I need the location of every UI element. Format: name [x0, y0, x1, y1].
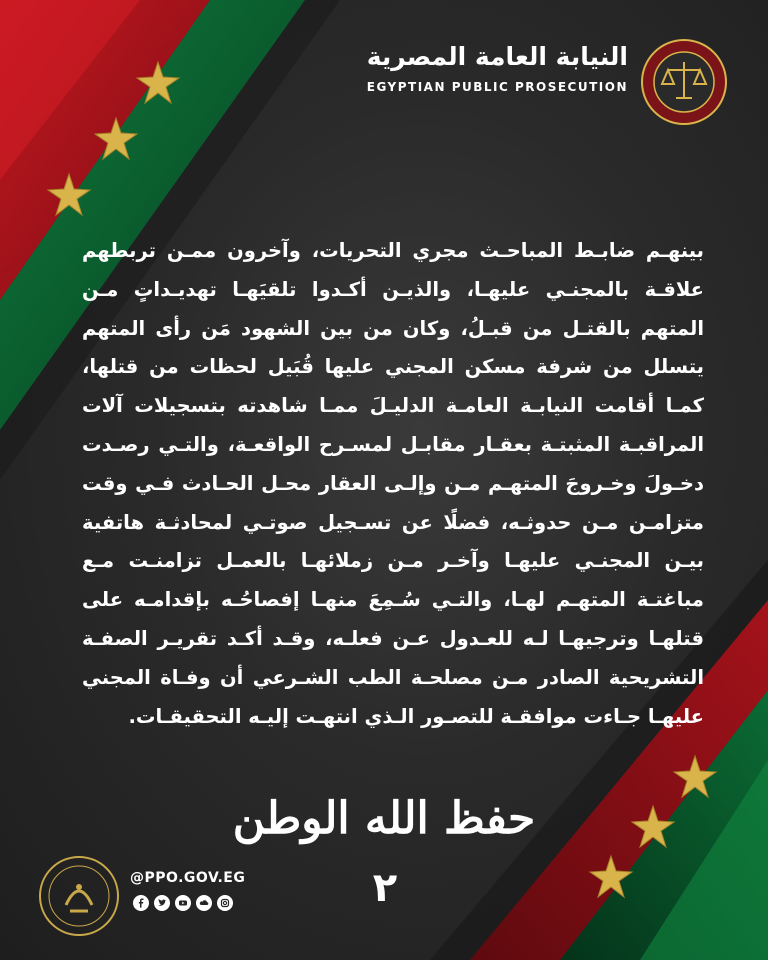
body-line: دخـولَ وخـروجَ المتهـم مـن وإلـى العقار محـل الحـادث فـي وقت — [82, 471, 704, 495]
header-title-ar: النيابة العامة المصرية — [366, 42, 628, 71]
youtube-icon[interactable] — [175, 895, 191, 911]
body-line: علاقـة بالمجنـي عليهـا، والذيـن أكـدوا تلقيَهـا تهديـداتٍ مـن — [82, 277, 704, 301]
social-icons — [133, 895, 233, 911]
header — [328, 40, 628, 94]
body-line: عليهـا جـاءت موافقـة للتصـور الـذي انتهـت إليـه التحقيقـات. — [128, 704, 704, 728]
media-office-logo — [38, 855, 120, 937]
body-line: مباغتـة المتهـم لهـا، والتـي سُـمِعَ منهـا إفصاحُـه بإقدامـه على — [82, 588, 704, 612]
statement-body — [82, 232, 704, 736]
twitter-icon[interactable] — [154, 895, 170, 911]
facebook-icon[interactable] — [133, 895, 149, 911]
body-line: كمـا أقامت النيابـة العامـة الدليـلَ ممـا شاهدته بتسجيلات آلات — [82, 394, 704, 418]
prosecution-seal-logo — [640, 38, 728, 126]
body-line: التشريحية الصادر مـن مصلحـة الطب الشـرعي أن وفـاة المجني — [82, 665, 704, 689]
body-line: يتسلل من شرفة مسكن المجني عليها قُبَيل لحظات من قتلها، — [82, 355, 704, 379]
instagram-icon[interactable] — [217, 895, 233, 911]
soundcloud-icon[interactable] — [196, 895, 212, 911]
body-line: المتهم بالقتـل من قبـلُ، وكان من بين الشهود مَن رأى المتهم — [82, 316, 704, 340]
body-line: بيـن المجنـي عليهـا وآخـر مـن زملائهـا بالعمـل تزامنـت مـع — [82, 549, 704, 573]
body-line: متزامـن مـن حدوثـه، فضلًا عن تسـجيل صوتـي لمحادثـة هاتفية — [82, 510, 704, 534]
body-line: بينهـم ضابـط المباحـث مجري التحريات، وآخرون ممـن تربطهم — [82, 239, 704, 262]
header-title-en: EGYPTIAN PUBLIC PROSECUTION — [366, 80, 628, 94]
body-line: قتلهـا وترجيهـا لـه للعـدول عـن فعلـه، وقـد أكـد تقريـر الصفـة — [82, 626, 704, 650]
closing-phrase: حفظ الله الوطن — [232, 793, 536, 844]
social-handle[interactable]: @PPO.GOV.EG — [130, 870, 246, 886]
body-line: المراقبـة المثبتـة بعقـار مقابـل لمسـرح الواقعـة، والتـي رصـدت — [82, 432, 704, 456]
page-number: ٢ — [372, 865, 398, 911]
